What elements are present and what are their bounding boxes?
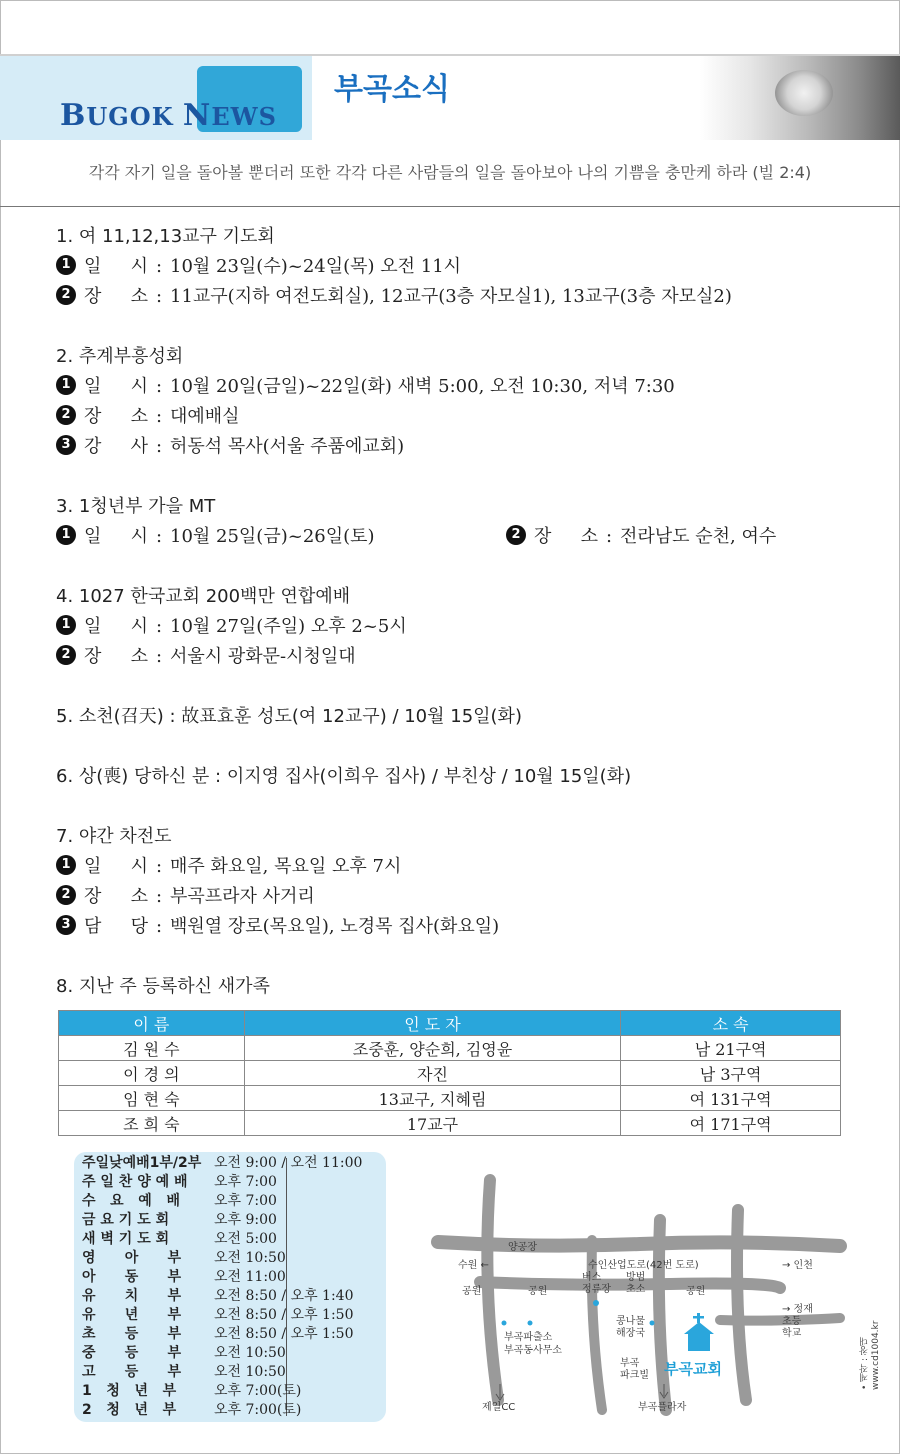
section-title: 3. 1청년부 가을 MT — [56, 496, 216, 517]
header — [0, 54, 900, 138]
number-bullet-icon: 1 — [56, 525, 76, 545]
schedule-row — [82, 1230, 277, 1249]
detail-value: 서울시 광화문-시청일대 — [170, 646, 356, 667]
colon: : — [155, 886, 163, 907]
schedule-service: 수 요 예 배 — [82, 1193, 180, 1209]
table-row — [59, 1061, 841, 1086]
schedule-time: 오전 10:50 — [214, 1250, 286, 1266]
bible-verse: 각각 자기 일을 돌아볼 뿐더러 또한 각각 다른 사람들의 일을 돌아보아 나의 기쁨을 충만케 하라 (빌 2:4) — [88, 163, 812, 182]
church-icon — [684, 1313, 714, 1351]
colon: : — [155, 616, 163, 637]
label-park-2: 공원 — [528, 1286, 548, 1297]
number-bullet-icon: 2 — [56, 285, 76, 305]
detail-row — [56, 432, 675, 462]
haejang-marker — [650, 1321, 655, 1326]
schedule-time: 오후 7:00 — [214, 1193, 277, 1209]
schedule-service: 새 벽 기 도 회 — [82, 1231, 170, 1247]
page-title: 부곡소식 — [334, 72, 450, 107]
cell-group: 여 171구역 — [621, 1111, 841, 1136]
schedule-row — [82, 1344, 286, 1363]
detail-value: 10월 23일(수)~24일(목) 오전 11시 — [170, 256, 462, 277]
cell-guide: 13교구, 지혜림 — [244, 1086, 621, 1111]
schedule-time: 오전 11:00 — [214, 1269, 286, 1285]
detail-value: 매주 화요일, 목요일 오후 7시 — [170, 856, 402, 877]
col-group-header: 소 속 — [621, 1011, 841, 1036]
schedule-row — [82, 1363, 286, 1382]
schedule-time: 오후 9:00 — [214, 1212, 277, 1228]
schedule-service: 아 동 부 — [82, 1269, 182, 1285]
detail-label: 일 시 — [84, 256, 148, 277]
colon: : — [155, 916, 163, 937]
schedule-service: 중 등 부 — [82, 1345, 182, 1361]
schedule-service: 2 청 년 부 — [82, 1402, 177, 1418]
section-1 — [56, 222, 732, 312]
divider — [0, 206, 900, 207]
detail-label: 강 사 — [84, 436, 148, 457]
schedule-service: 유 치 부 — [82, 1288, 182, 1304]
number-bullet-icon: 2 — [56, 405, 76, 425]
section-8 — [56, 972, 270, 1002]
number-bullet-icon: 3 — [56, 435, 76, 455]
label-suwon: 수원 ← — [458, 1260, 489, 1271]
section-title: 8. 지난 주 등록하신 새가족 — [56, 976, 270, 997]
header-photo — [700, 56, 900, 140]
col-guide-header: 인 도 자 — [244, 1011, 621, 1036]
section-2 — [56, 342, 675, 462]
section-6 — [56, 762, 631, 792]
detail-row — [56, 282, 732, 312]
schedule-row — [82, 1173, 277, 1192]
section-title: 4. 1027 한국교회 200백만 연합예배 — [56, 586, 351, 607]
schedule-row — [82, 1268, 286, 1287]
number-bullet-icon: 1 — [56, 855, 76, 875]
west-road — [487, 1180, 498, 1400]
schedule-row — [82, 1192, 277, 1211]
tree-stump-image — [775, 70, 833, 116]
detail-label: 일 시 — [84, 376, 148, 397]
colon: : — [155, 646, 163, 667]
detail-row — [56, 882, 499, 912]
detail-label: 일 시 — [84, 616, 148, 637]
detail-value: 전라남도 순천, 여수 — [620, 526, 777, 547]
cell-name: 조 희 숙 — [59, 1111, 245, 1136]
colon: : — [155, 526, 163, 547]
number-bullet-icon: 3 — [56, 915, 76, 935]
new-family-table — [58, 1010, 841, 1136]
detail-label: 장 소 — [84, 406, 148, 427]
schedule-time: 오전 8:50 / 오후 1:40 — [214, 1288, 354, 1304]
detail-value: 10월 20일(금일)~22일(화) 새벽 5:00, 오전 10:30, 저녁 7:30 — [170, 376, 675, 397]
detail-label: 일 시 — [84, 856, 148, 877]
map-roads — [420, 1170, 860, 1430]
schedule-time: 오전 5:00 — [214, 1231, 277, 1247]
label-police: 부곡파출소 — [504, 1332, 553, 1343]
label-office: 부곡동사무소 — [504, 1345, 562, 1356]
detail-value: 11교구(지하 여전도회실), 12교구(3층 자모실1), 13교구(3층 자모실2) — [170, 286, 732, 307]
detail-row — [56, 372, 675, 402]
section-title: 2. 추계부흥성회 — [56, 346, 184, 367]
table-row — [59, 1036, 841, 1061]
schedule-service: 1 청 년 부 — [82, 1383, 177, 1399]
detail-row — [56, 642, 407, 672]
brand-logo: BUGOK NEWS — [60, 98, 277, 133]
cell-group: 여 131구역 — [621, 1086, 841, 1111]
number-bullet-icon: 2 — [56, 885, 76, 905]
schedule-service: 유 년 부 — [82, 1307, 182, 1323]
schedule-service: 주일낮예배1부/2부 — [82, 1155, 202, 1171]
schedule-service: 초 등 부 — [82, 1326, 182, 1342]
schedule-time: 오전 8:50 / 오후 1:50 — [214, 1326, 354, 1342]
section-5 — [56, 702, 522, 732]
table-row — [59, 1086, 841, 1111]
section-3 — [56, 492, 776, 552]
main-road — [438, 1242, 840, 1246]
number-bullet-icon: 2 — [506, 525, 526, 545]
detail-value: 허동석 목사(서울 주품에교회) — [170, 436, 405, 457]
section-title: 7. 야간 차전도 — [56, 826, 172, 847]
schedule-time: 오전 9:00 / 오전 11:00 — [214, 1155, 363, 1171]
detail-item — [56, 522, 506, 552]
detail-label: 장 소 — [84, 886, 148, 907]
schedule-row — [82, 1249, 286, 1268]
colon: : — [605, 526, 613, 547]
cell-guide: 조중훈, 양순희, 김영윤 — [244, 1036, 621, 1061]
detail-label: 장 소 — [84, 646, 148, 667]
detail-label: 장 소 — [84, 286, 148, 307]
schedule-row — [82, 1306, 354, 1325]
cell-group: 남 3구역 — [621, 1061, 841, 1086]
detail-value: 대예배실 — [170, 406, 240, 427]
schedule-row — [82, 1401, 301, 1420]
cell-name: 임 현 숙 — [59, 1086, 245, 1111]
detail-label: 장 소 — [534, 526, 598, 547]
section-7 — [56, 822, 499, 942]
cell-name: 김 원 수 — [59, 1036, 245, 1061]
office-marker — [528, 1321, 533, 1326]
label-park-3: 공원 — [686, 1286, 706, 1297]
cell-guide: 자진 — [244, 1061, 621, 1086]
schedule-time: 오후 7:00 — [214, 1174, 277, 1190]
schedule-row — [82, 1325, 354, 1344]
label-haejang: 콩나물 해장국 — [616, 1316, 645, 1339]
section-title: 6. 상(喪) 당하신 분 : 이지영 집사(이희우 집사) / 부친상 / 10월 15일(화) — [56, 766, 632, 787]
col-name-header: 이 름 — [59, 1011, 245, 1036]
label-road: 수인산업도로(42번 도로) — [588, 1260, 699, 1271]
detail-value: 10월 25일(금)~26일(토) — [170, 526, 375, 547]
number-bullet-icon: 1 — [56, 615, 76, 635]
credit-text: • 제작 : 창대 www.cd1004.kr — [860, 1320, 881, 1390]
detail-value: 부곡프라자 사거리 — [170, 886, 315, 907]
number-bullet-icon: 2 — [56, 645, 76, 665]
detail-value: 백원열 장로(목요일), 노경목 집사(화요일) — [170, 916, 500, 937]
colon: : — [155, 856, 163, 877]
colon: : — [155, 376, 163, 397]
schedule-service: 주 일 찬 양 예 배 — [82, 1174, 188, 1190]
number-bullet-icon: 1 — [56, 255, 76, 275]
label-parkville: 부곡 파크빌 — [620, 1358, 649, 1381]
colon: : — [155, 286, 163, 307]
schedule-row — [82, 1154, 362, 1173]
detail-value: 10월 27일(주일) 오후 2~5시 — [170, 616, 407, 637]
detail-label: 담 당 — [84, 916, 148, 937]
schedule-time: 오전 10:50 — [214, 1364, 286, 1380]
schedule-time: 오전 8:50 / 오후 1:50 — [214, 1307, 354, 1323]
schedule-row — [82, 1211, 277, 1230]
cell-guide: 17교구 — [244, 1111, 621, 1136]
cell-group: 남 21구역 — [621, 1036, 841, 1061]
detail-item — [506, 522, 776, 552]
church-map — [420, 1170, 860, 1430]
schedule-service: 고 등 부 — [82, 1364, 182, 1380]
cell-name: 이 경 의 — [59, 1061, 245, 1086]
label-park-1: 공원 — [462, 1286, 482, 1297]
number-bullet-icon: 1 — [56, 375, 76, 395]
police-marker — [502, 1321, 507, 1326]
detail-row — [56, 252, 732, 282]
label-jeongjae: → 정재 초등 학교 — [782, 1304, 813, 1339]
colon: : — [155, 256, 163, 277]
detail-label: 일 시 — [84, 526, 148, 547]
schedule-service: 영 아 부 — [82, 1250, 182, 1266]
schedule-time: 오전 10:50 — [214, 1345, 286, 1361]
label-yanggong: 양공장 — [508, 1242, 537, 1253]
schedule-time: 오후 7:00(토) — [214, 1402, 302, 1418]
schedule-time: 오후 7:00(토) — [214, 1383, 302, 1399]
table-row — [59, 1111, 841, 1136]
label-plaza: 부곡플라자 — [638, 1402, 687, 1413]
schedule-row — [82, 1287, 354, 1306]
section-title: 1. 여 11,12,13교구 기도회 — [56, 226, 275, 247]
center-east-road — [659, 1220, 666, 1410]
colon: : — [155, 436, 163, 457]
detail-row — [56, 522, 776, 552]
header-brand-panel — [0, 56, 312, 140]
label-jeil: 제일CC — [482, 1402, 516, 1413]
bus-stop-marker — [593, 1300, 599, 1306]
section-4 — [56, 582, 407, 672]
label-incheon: → 인천 — [782, 1260, 813, 1271]
schedule-row — [82, 1382, 301, 1401]
detail-row — [56, 612, 407, 642]
detail-row — [56, 402, 675, 432]
worship-schedule — [74, 1152, 386, 1422]
schedule-service: 금 요 기 도 회 — [82, 1212, 170, 1228]
label-police-box: 방범 초소 — [626, 1272, 646, 1295]
south-east-road — [720, 1318, 840, 1321]
label-bus-stop: 버스 정류장 — [582, 1272, 611, 1295]
colon: : — [155, 406, 163, 427]
label-church: 부곡교회 — [664, 1360, 722, 1378]
detail-row — [56, 912, 499, 942]
detail-row — [56, 852, 499, 882]
table-header-row — [59, 1011, 841, 1036]
section-title: 5. 소천(召天) : 故표효훈 성도(여 12교구) / 10월 15일(화) — [56, 706, 522, 727]
